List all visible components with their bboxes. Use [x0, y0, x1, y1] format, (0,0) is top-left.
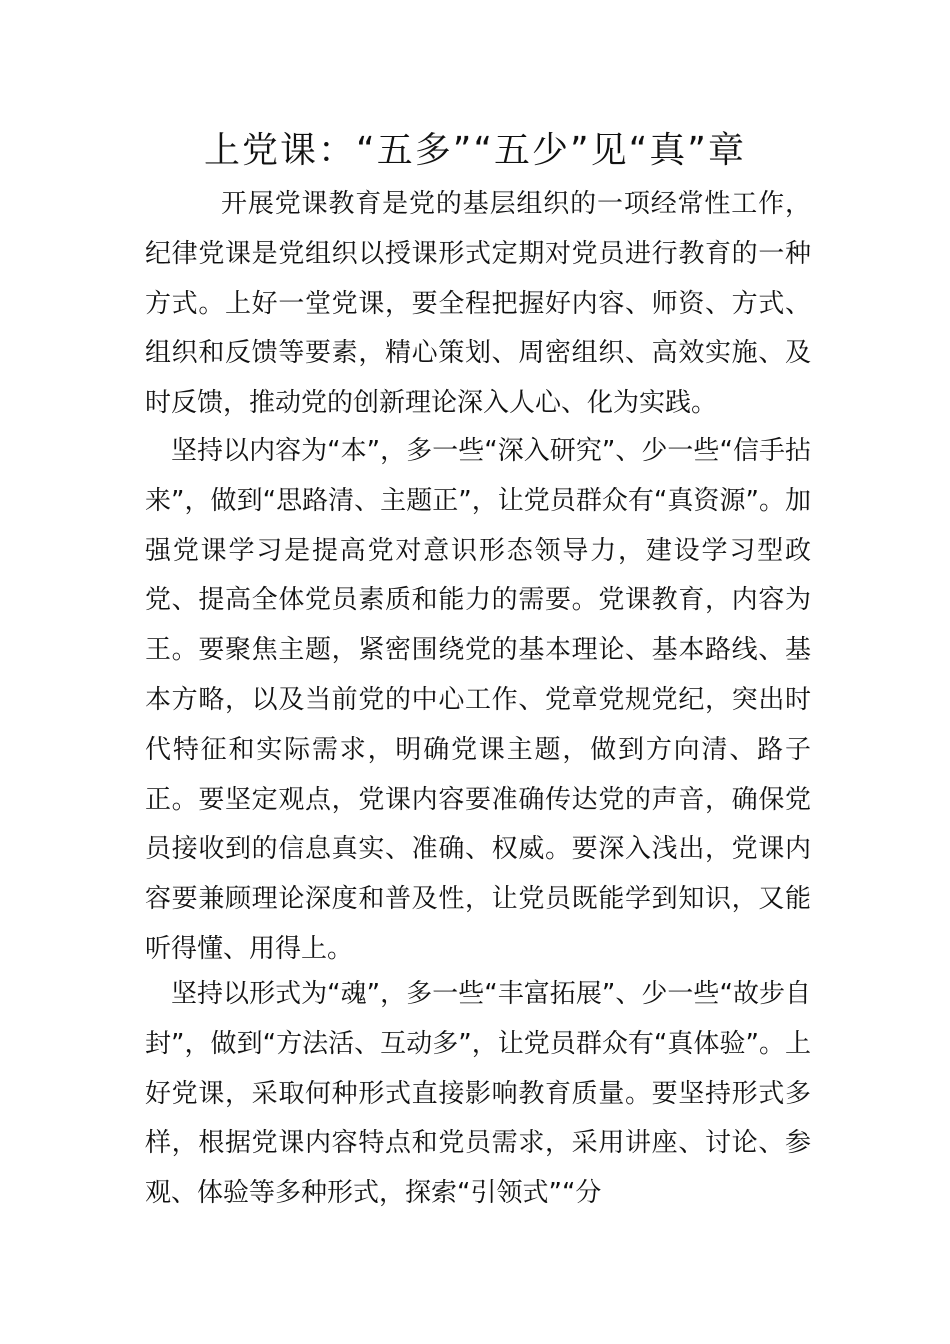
paragraph-intro: 开展党课教育是党的基层组织的一项经常性工作，纪律党课是党组织以授课形式定期对党员进行教育的一种方式。上好一堂党课，要全程把握好内容、师资、方式、组织和反馈等要素，精心策划、周密组织、高效实施、及时反馈，推动党的创新理论深入人心、化为实践。: [145, 189, 811, 419]
paragraph-content: 坚持以内容为“本”，多一些“深入研究”、少一些“信手拈来”，做到“思路清、主题正”，让党员群众有“真资源”。加强党课学习是提高党对意识形态领导力，建设学习型政党、提高全体党员素质和能力的需要。党课教育，内容为王。要聚焦主题，紧密围绕党的基本理论、基本路线、基本方略，以及当前党的中心工作、党章党规党纪，突出时代特征和实际需求，明确党课主题，做到方向清、路子正。要坚定观点，党课内容要准确传达党的声音，确保党员接收到的信息真实、准确、权威。要深入浅出，党课内容要兼顾理论深度和普及性，让党员既能学到知识，又能听得懂、用得上。: [145, 436, 811, 964]
paragraph-form: 坚持以形式为“魂”，多一些“丰富拓展”、少一些“故步自封”，做到“方法活、互动多”，让党员群众有“真体验”。上好党课，采取何种形式直接影响教育质量。要坚持形式多样，根据党课内容特点和党员需求，采用讲座、讨论、参观、体验等多种形式，探索“引领式”“分: [145, 979, 811, 1209]
document-title: 上党课：“五多”“五少”见“真”章: [204, 130, 746, 171]
